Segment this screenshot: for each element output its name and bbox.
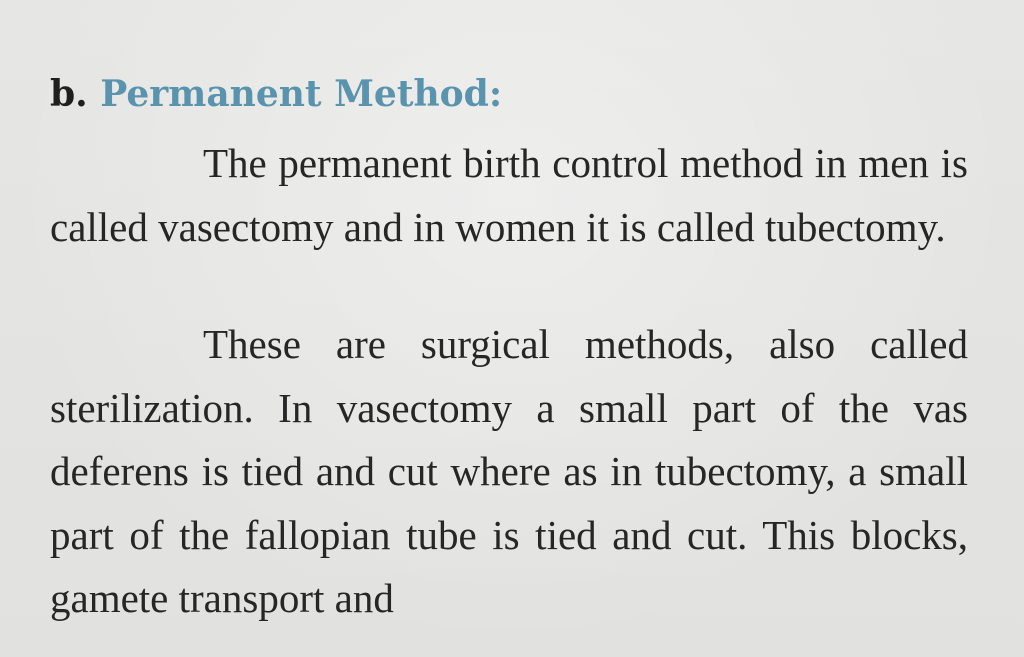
- section-title: Permanent Method:: [100, 73, 503, 115]
- section-heading: [50, 73, 503, 115]
- paragraph-sterilization: These are surgical methods, also called sterilization. In vasectomy a small part of the vas deferens is tied and cut where as in tubectomy, a small part of the fallopian tube is tied and cut. This blocks, gamete transport and: [50, 321, 968, 621]
- paragraph-vasectomy-tubectomy: The permanent birth control method in men is called vasectomy and in women it is called tubectomy.: [50, 140, 968, 250]
- section-letter: b.: [50, 73, 88, 115]
